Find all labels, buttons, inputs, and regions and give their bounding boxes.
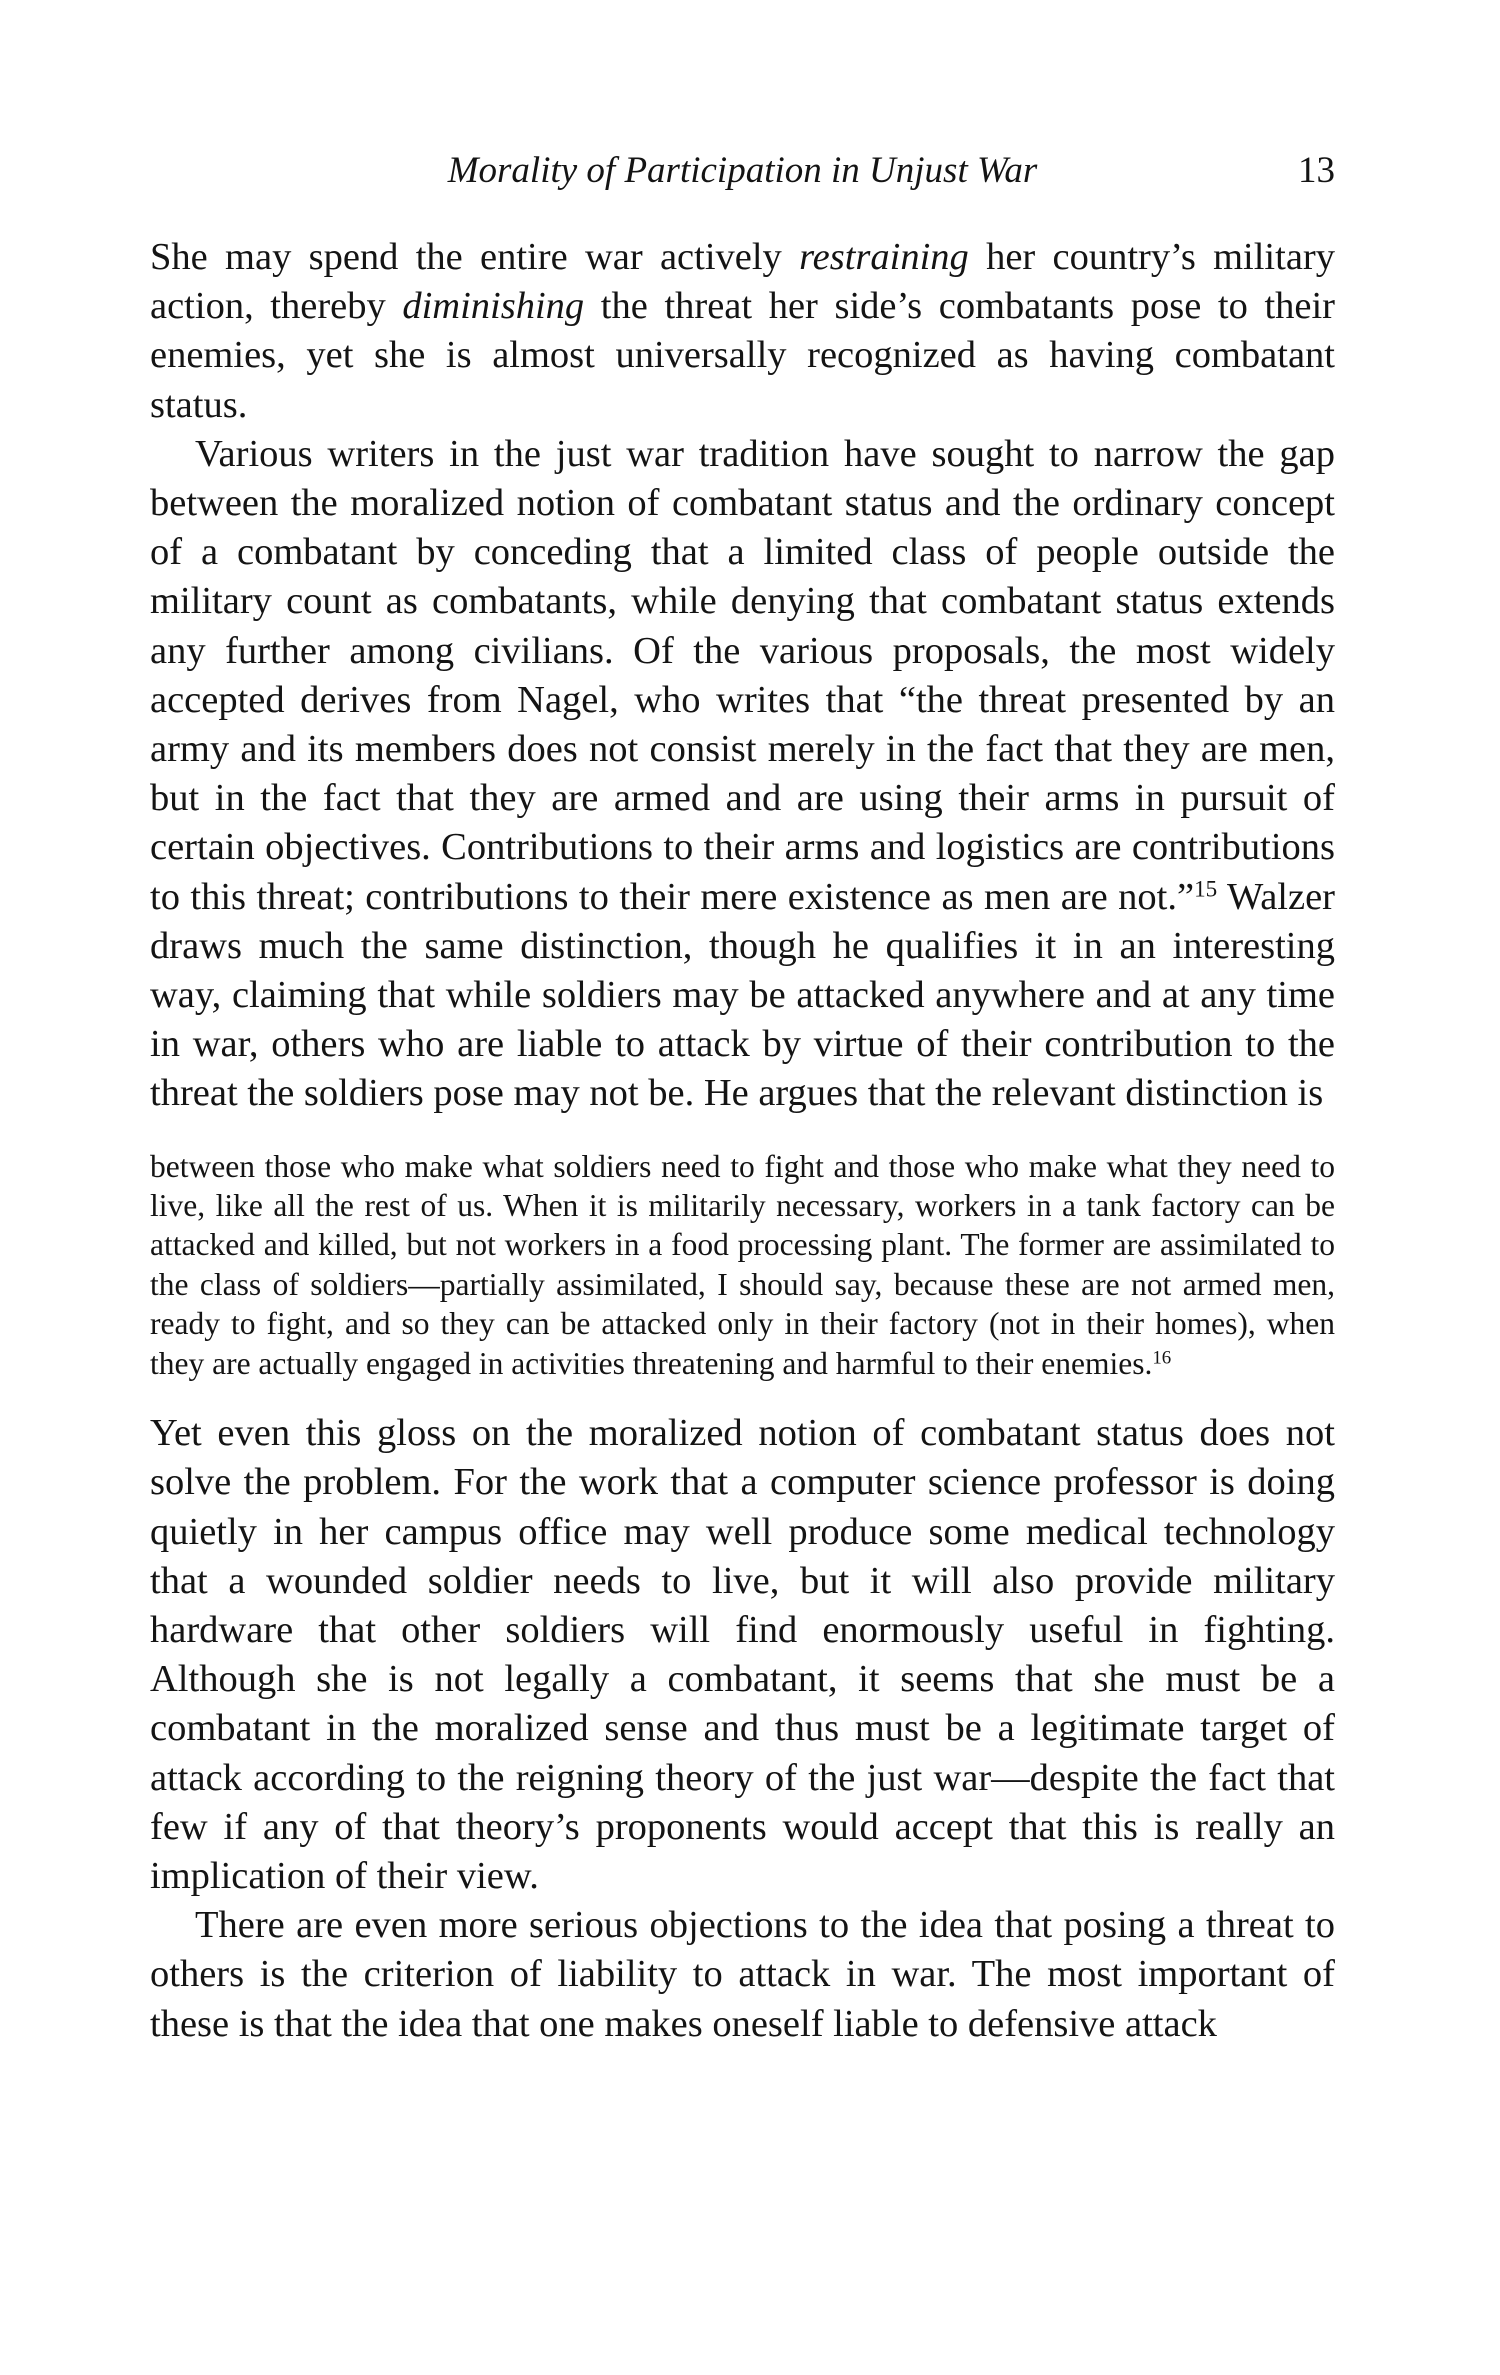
paragraph-3: Yet even this gloss on the moralized notion of combatant status does not solve the problem. For the work that a computer science professor is doing quietly in her campus office may well produce some medical technology that a wounded soldier needs to live, but it will also provide military hardware that other soldiers will find enormously useful in fighting. Although she is not legally a combatant, it seems that she must be a combatant in the moralized sense and thus must be a legitimate target of attack according to the reigning theory of the just war—despite the fact that few if any of that theory’s proponents would accept that this is really an implication of their view. xyxy=(150,1412,1335,1897)
footnote-marker-15: 15 xyxy=(1194,874,1218,901)
block-quote-text: between those who make what soldiers need to fight and those who make what they need to live, like all the rest of us. When it is militarily necessary, workers in a tank factory can be attacked and killed, but not workers in a food processing plant. The former are assimilated to the class of soldiers—partially assimilated, I should say, because these are not armed men, ready to fight, and so they can be attacked only in their factory (not in their homes), when they are actually engaged in activities threatening and harmful to their enemies. xyxy=(150,1148,1335,1381)
emphasis-restraining: restraining xyxy=(799,236,969,278)
paragraph-1 xyxy=(150,233,1335,430)
paragraph-1-text-b: her country’s military action, thereby xyxy=(150,236,1335,328)
paragraph-2-text-b: Walzer draws much the same distinction, though he qualifies it in an interesting way, claiming that while soldiers may be attacked anywhere and at any time in war, others who are liable to attack by virtue of their contribution to the threat the soldiers pose may not be. He argues that the relevant distinction is xyxy=(150,875,1335,1115)
paragraph-4: There are even more serious objections to the idea that posing a threat to others is the criterion of liability to attack in war. The most important of these is that the idea that one makes oneself liable to defensive attack xyxy=(150,1904,1335,2045)
paragraph-1-text-c: the threat her side’s combatants pose to their enemies, yet she is almost universally recognized as having combatant status. xyxy=(150,285,1335,426)
body-text xyxy=(150,233,1335,2049)
running-title: Morality of Participation in Unjust War xyxy=(447,150,1038,191)
emphasis-diminishing: diminishing xyxy=(402,285,585,328)
footnote-marker-16: 16 xyxy=(1152,1347,1172,1369)
running-head xyxy=(150,146,1335,196)
paragraph-2 xyxy=(150,430,1335,1119)
paragraph-1-text-a: She may spend the entire war actively xyxy=(150,236,800,278)
block-quote xyxy=(150,1147,1335,1383)
page-number: 13 xyxy=(1298,150,1335,191)
paragraph-2-text-a: Various writers in the just war tradition have sought to narrow the gap between the moralized notion of combatant status and the ordinary concept of a combatant by conceding that a limited class of people outside the military count as combatants, while denying that combatant status extends any further among civilians. Of the various proposals, the most widely accepted derives from Nagel, who writes that “the threat presented by an army and its members does not consist merely in the fact that they are men, but in the fact that they are armed and are using their arms in pursuit of certain objectives. Contributions to their arms and logistics are contributions to this threat; contributions to their mere existence as men are not.” xyxy=(150,432,1335,918)
